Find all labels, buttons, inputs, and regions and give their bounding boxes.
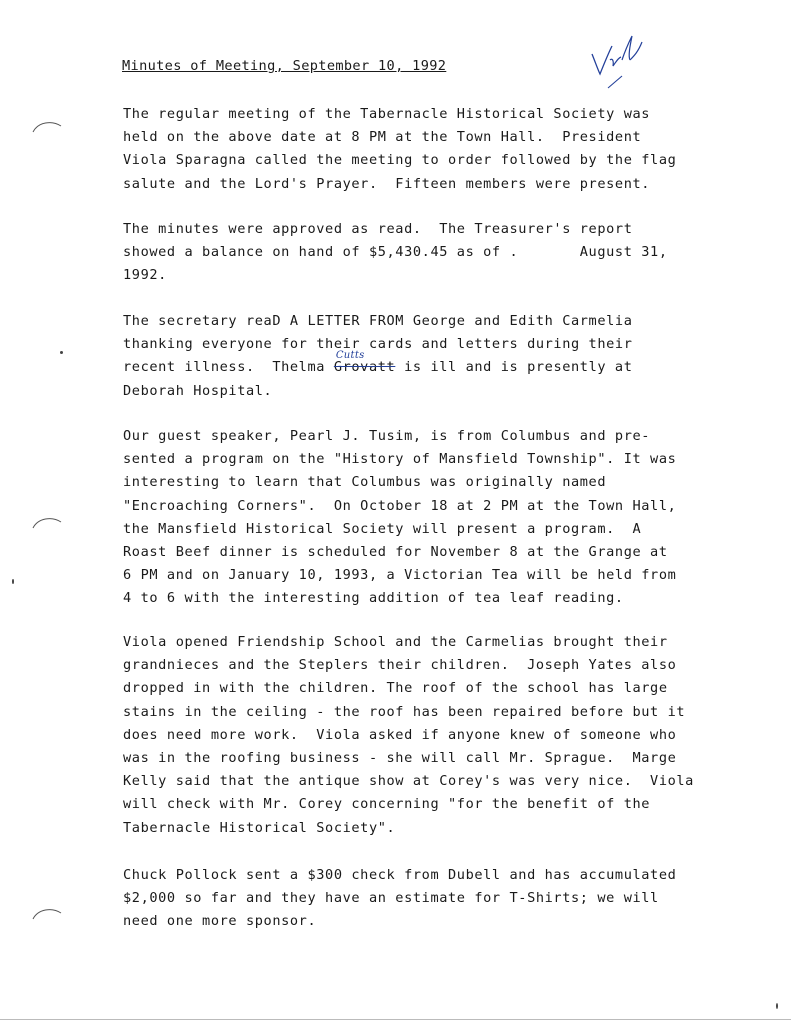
text-line: does need more work. Viola asked if anyone knew of someone who [123, 726, 677, 743]
text-line: was in the roofing business - she will call Mr. Sprague. Marge [123, 750, 677, 767]
speck-mark [776, 1003, 778, 1009]
text-line: The secretary reaD A LETTER FROM George and Edith Carmelia [123, 313, 633, 329]
text-line-thelma [123, 350, 633, 379]
text-line: interesting to learn that Columbus was originally named [123, 474, 607, 491]
text-line: 4 to 6 with the interesting addition of tea leaf reading. [123, 590, 624, 607]
text-line: $2,000 so far and they have an estimate for T-Shirts; we will [123, 890, 659, 907]
text-line: thanking everyone for their cards and letters during their [123, 336, 633, 353]
text-segment: recent illness. Thelma [123, 359, 334, 376]
handwritten-initials [586, 30, 648, 90]
text-line: dropped in with the children. The roof of the school has large [123, 680, 668, 697]
text-line: the Mansfield Historical Society will present a program. A [123, 520, 642, 537]
text-line: sented a program on the "History of Mansfield Township". It was [123, 451, 677, 468]
speck-mark [60, 351, 63, 354]
scan-edge-line [0, 1019, 791, 1020]
text-line: 1992. [123, 267, 167, 284]
paragraph-secretary [123, 310, 633, 403]
text-line: will check with Mr. Corey concerning "for the benefit of the [123, 796, 651, 813]
text-line: Chuck Pollock sent a $300 check from Dubell and has accumulated [123, 867, 677, 883]
text-line: salute and the Lord's Prayer. Fifteen members were present. [123, 175, 651, 192]
paragraph-opening [123, 103, 676, 196]
text-line: Viola Sparagna called the meeting to order followed by the flag [123, 152, 677, 169]
text-line: Viola opened Friendship School and the Carmelias brought their [123, 634, 668, 650]
text-line: 6 PM and on January 10, 1993, a Victorian Tea will be held from [123, 567, 677, 584]
speck-mark [12, 579, 14, 584]
text-line: The regular meeting of the Tabernacle Historical Society was [123, 106, 651, 122]
paragraph-treasurer [123, 218, 668, 288]
text-line: held on the above date at 8 PM at the Town Hall. President [123, 129, 642, 146]
text-line: stains in the ceiling - the roof has been repaired before but it [123, 703, 686, 720]
struck-text: Grovatt [333, 359, 396, 376]
punch-hole-mark [32, 120, 62, 134]
text-line: The minutes were approved as read. The Treasurer's report [123, 221, 633, 237]
text-line: grandnieces and the Steplers their children. Joseph Yates also [123, 657, 677, 674]
paragraph-fundraising [123, 864, 676, 934]
text-line: Our guest speaker, Pearl J. Tusim, is from Columbus and pre- [123, 428, 651, 444]
paragraph-guest-speaker [123, 425, 676, 611]
punch-hole-mark [32, 516, 62, 530]
text-line: Tabernacle Historical Society". [123, 819, 396, 836]
handwritten-correction: Cutts [335, 350, 365, 362]
paragraph-friendship-school [123, 631, 694, 840]
text-segment: is ill and is presently at [395, 359, 633, 376]
text-line: need one more sponsor. [123, 913, 317, 930]
text-line: "Encroaching Corners". On October 18 at 2 PM at the Town Hall, [123, 497, 677, 514]
document-title: Minutes of Meeting, September 10, 1992 [122, 58, 447, 74]
text-line: Roast Beef dinner is scheduled for November 8 at the Grange at [123, 544, 668, 561]
text-line: showed a balance on hand of $5,430.45 as of . August 31, [123, 244, 668, 261]
text-line: Deborah Hospital. [123, 382, 273, 399]
struck-name [333, 350, 396, 379]
punch-hole-mark [32, 907, 62, 921]
text-line: Kelly said that the antique show at Corey's was very nice. Viola [123, 773, 694, 790]
